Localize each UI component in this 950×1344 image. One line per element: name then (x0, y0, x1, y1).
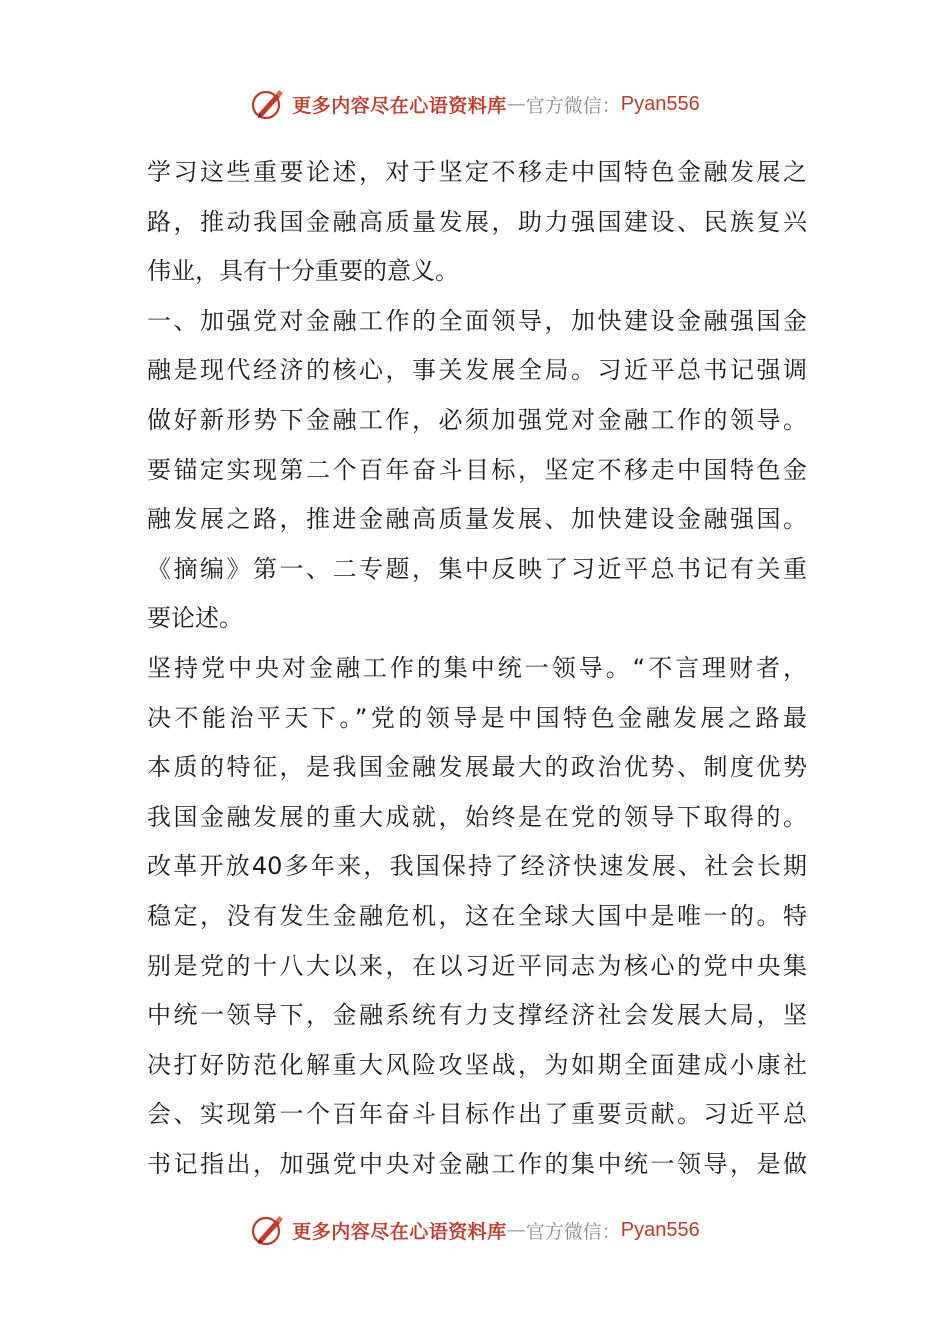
document-body (147, 148, 807, 1189)
text-line: 我国金融发展的重大成就，始终是在党的领导下取得的。 (147, 802, 807, 831)
header-wechat-label: 官方微信： (525, 94, 621, 117)
text-line: 要锚定实现第二个百年奋斗目标，坚定不移走中国特色金 (147, 455, 807, 484)
text-line: 坚持党中央对金融工作的集中统一领导。“不言理财者， (147, 653, 807, 682)
text-line: 融是现代经济的核心，事关发展全局。习近平总书记强调 (147, 356, 807, 385)
footer-banner (0, 1210, 950, 1250)
text-line: 会、实现第一个百年奋斗目标作出了重要贡献。习近平总 (147, 1100, 807, 1129)
text-line: 做好新形势下金融工作，必须加强党对金融工作的领导。 (147, 405, 807, 434)
text-line: 改革开放40多年来，我国保持了经济快速发展、社会长期 (147, 852, 807, 881)
text-line: 决打好防范化解重大风险攻坚战，为如期全面建成小康社 (147, 1050, 807, 1079)
text-line: 伟业，具有十分重要的意义。 (147, 257, 459, 286)
text-line: 要论述。 (147, 604, 243, 633)
header-banner-text (292, 91, 700, 118)
footer-dash: — (506, 1219, 526, 1241)
text-line: 《摘编》第一、二专题，集中反映了习近平总书记有关重 (147, 554, 807, 583)
header-banner (0, 84, 950, 124)
pen-logo-icon (250, 86, 286, 122)
text-line: 书记指出，加强党中央对金融工作的集中统一领导，是做 (147, 1149, 807, 1178)
text-line: 融发展之路，推进金融高质量发展、加快建设金融强国。 (147, 505, 807, 534)
text-line: 路，推动我国金融高质量发展，助力强国建设、民族复兴 (147, 207, 807, 236)
footer-banner-text (292, 1217, 700, 1244)
text-line: 决不能治平天下。”党的领导是中国特色金融发展之路最 (147, 703, 807, 732)
footer-site-name: 更多内容尽在心语资料库 (292, 1220, 507, 1243)
text-line: 学习这些重要论述，对于坚定不移走中国特色金融发展之 (147, 158, 807, 186)
footer-wechat-id: Pyan556 (620, 1218, 700, 1241)
header-site-name: 更多内容尽在心语资料库 (292, 94, 507, 117)
pen-logo-icon (250, 1212, 286, 1248)
text-line: 本质的特征，是我国金融发展最大的政治优势、制度优势 (147, 753, 807, 782)
text-line: 一、加强党对金融工作的全面领导，加快建设金融强国金 (147, 306, 807, 335)
text-line: 稳定，没有发生金融危机，这在全球大国中是唯一的。特 (147, 901, 807, 930)
text-line: 别是党的十八大以来，在以习近平同志为核心的党中央集 (147, 951, 807, 980)
footer-wechat-label: 官方微信： (525, 1220, 621, 1243)
text-line: 中统一领导下，金融系统有力支撑经济社会发展大局，坚 (147, 1001, 807, 1030)
header-wechat-id: Pyan556 (620, 92, 700, 115)
header-dash: — (506, 93, 526, 115)
